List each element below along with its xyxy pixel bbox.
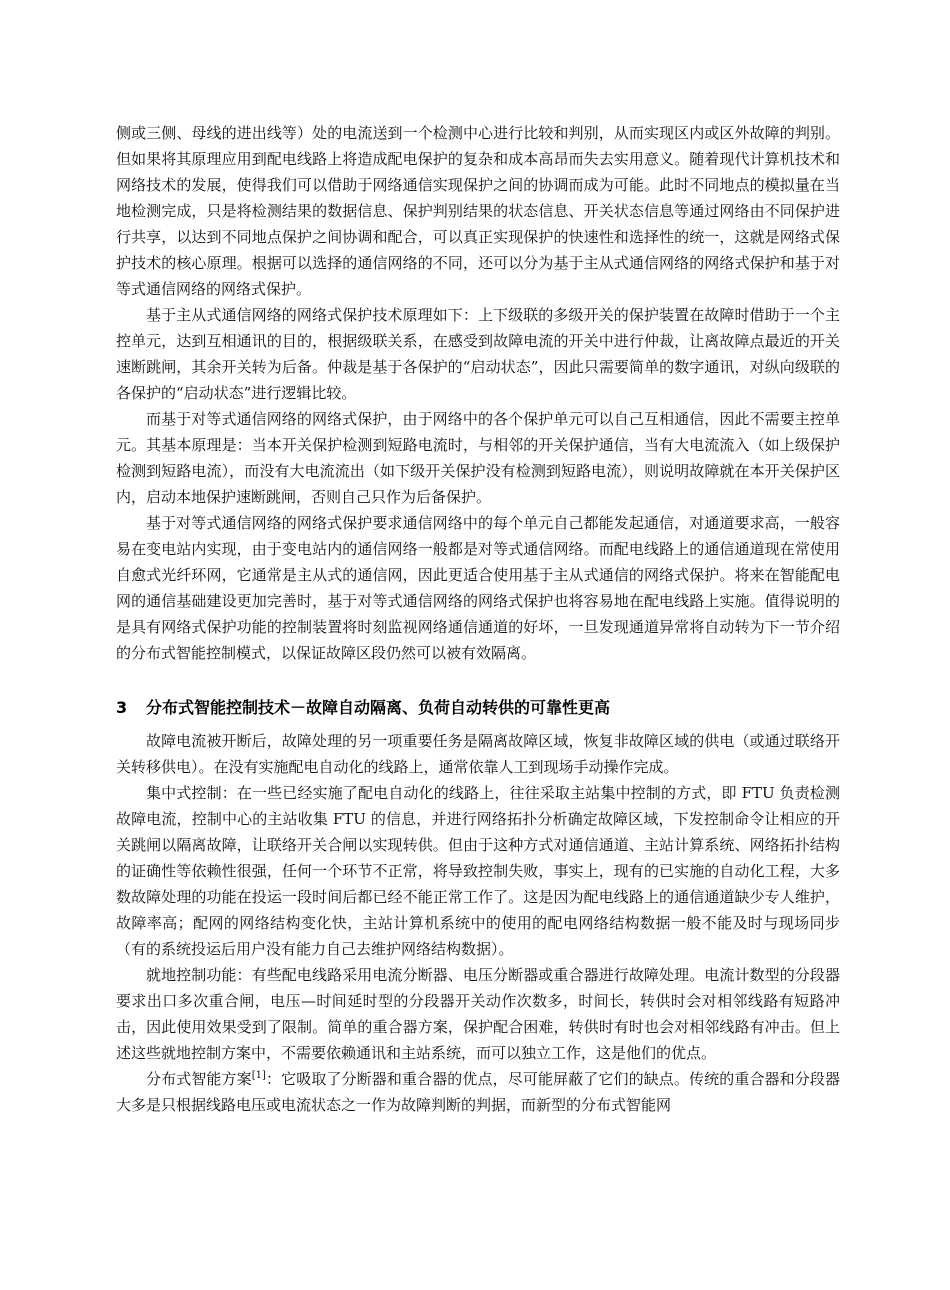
section-heading (116, 694, 840, 722)
paragraph-1: 侧或三侧、母线的进出线等）处的电流送到一个检测中心进行比较和判别，从而实现区内或区外故障的判别。但如果将其原理应用到配电线路上将造成配电保护的复杂和成本高昂而失去实用意义。随着现代计算机技术和网络技术的发展，使得我们可以借助于网络通信实现保护之间的协调而成为可能。此时不同地点的模拟量在当地检测完成，只是将检测结果的数据信息、保护判别结果的状态信息、开关状态信息等通过网络由不同保护进行共享，以达到不同地点保护之间协调和配合，可以真正实现保护的快速性和选择性的统一，这就是网络式保护技术的核心原理。根据可以选择的通信网络的不同，还可以分为基于主从式通信网络的网络式保护和基于对等式通信网络的网络式保护。 (116, 124, 840, 298)
paragraph-2: 基于主从式通信网络的网络式保护技术原理如下：上下级联的多级开关的保护装置在故障时借助于一个主控单元，达到互相通讯的目的，根据级联关系，在感受到故障电流的开关中进行仲裁，让离故障点最近的开关速断跳闸，其余开关转为后备。仲裁是基于各保护的“启动状态”，因此只需要简单的数字通讯，对纵向级联的各保护的“启动状态”进行逻辑比较。 (116, 306, 840, 402)
section-number: 3 (116, 698, 128, 717)
paragraph-3: 而基于对等式通信网络的网络式保护，由于网络中的各个保护单元可以自己互相通信，因此不需要主控单元。其基本原理是：当本开关保护检测到短路电流时，与相邻的开关保护通信，当有大电流流入（如上级保护检测到短路电流），而没有大电流流出（如下级开关保护没有检测到短路电流），则说明故障就在本开关保护区内，启动本地保护速断跳闸，否则自己只作为后备保护。 (116, 410, 840, 506)
paragraph-4: 基于对等式通信网络的网络式保护要求通信网络中的每个单元自己都能发起通信，对通道要求高，一般容易在变电站内实现，由于变电站内的通信网络一般都是对等式通信网络。而配电线路上的通信通道现在常使用自愈式光纤环网，它通常是主从式的通信网，因此更适合使用基于主从式通信的网络式保护。将来在智能配电网的通信基础建设更加完善时，基于对等式通信网络的网络式保护也将容易地在配电线路上实施。值得说明的是具有网络式保护功能的控制装置将时刻监视网络通信通道的好坏，一旦发现通道异常将自动转为下一节介绍的分布式智能控制模式，以保证故障区段仍然可以被有效隔离。 (116, 514, 840, 662)
paragraph-6: 集中式控制：在一些已经实施了配电自动化的线路上，往往采取主站集中控制的方式，即 FTU 负责检测故障电流，控制中心的主站收集 FTU 的信息，并进行网络拓扑分析确定故障区域，下发控制命令让相应的开关跳闸以隔离故障，让联络开关合闸以实现转供。但由于这种方式对通信通道、主站计算系统、网络拓扑结构的证确性等依赖性很强，任何一个环节不正常，将导致控制失败，事实上，现有的已实施的自动化工程，大多数故障处理的功能在投运一段时间后都已经不能正常工作了。这是因为配电线路上的通信通道缺少专人维护，故障率高；配网的网络结构变化快，主站计算机系统中的使用的配电网络结构数据一般不能及时与现场同步（有的系统投运后用户没有能力自己去维护网络结构数据）。 (116, 784, 840, 958)
citation-reference[interactable]: [1] (251, 1070, 266, 1081)
paragraph-8 (116, 1066, 840, 1118)
paragraph-8-rest: ：它吸取了分断器和重合器的优点，尽可能屏蔽了它们的缺点。传统的重合器和分段器大多是只根据线路电压或电流状态之一作为故障判断的判据，而新型的分布式智能网 (116, 1070, 840, 1114)
paragraph-8-lead: 分布式智能方案 (146, 1070, 252, 1088)
document-page (116, 120, 840, 1118)
paragraph-5: 故障电流被开断后，故障处理的另一项重要任务是隔离故障区域，恢复非故障区域的供电（或通过联络开关转移供电）。在没有实施配电自动化的线路上，通常依靠人工到现场手动操作完成。 (116, 732, 840, 776)
section-title: 分布式智能控制技术－故障自动隔离、负荷自动转供的可靠性更高 (146, 698, 611, 717)
paragraph-7: 就地控制功能：有些配电线路采用电流分断器、电压分断器或重合器进行故障处理。电流计数型的分段器要求出口多次重合闸，电压—时间延时型的分段器开关动作次数多，时间长，转供时会对相邻线路有短路冲击，因此使用效果受到了限制。简单的重合器方案，保护配合困难，转供时有时也会对相邻线路有冲击。但上述这些就地控制方案中，不需要依赖通讯和主站系统，而可以独立工作，这是他们的优点。 (116, 966, 840, 1062)
